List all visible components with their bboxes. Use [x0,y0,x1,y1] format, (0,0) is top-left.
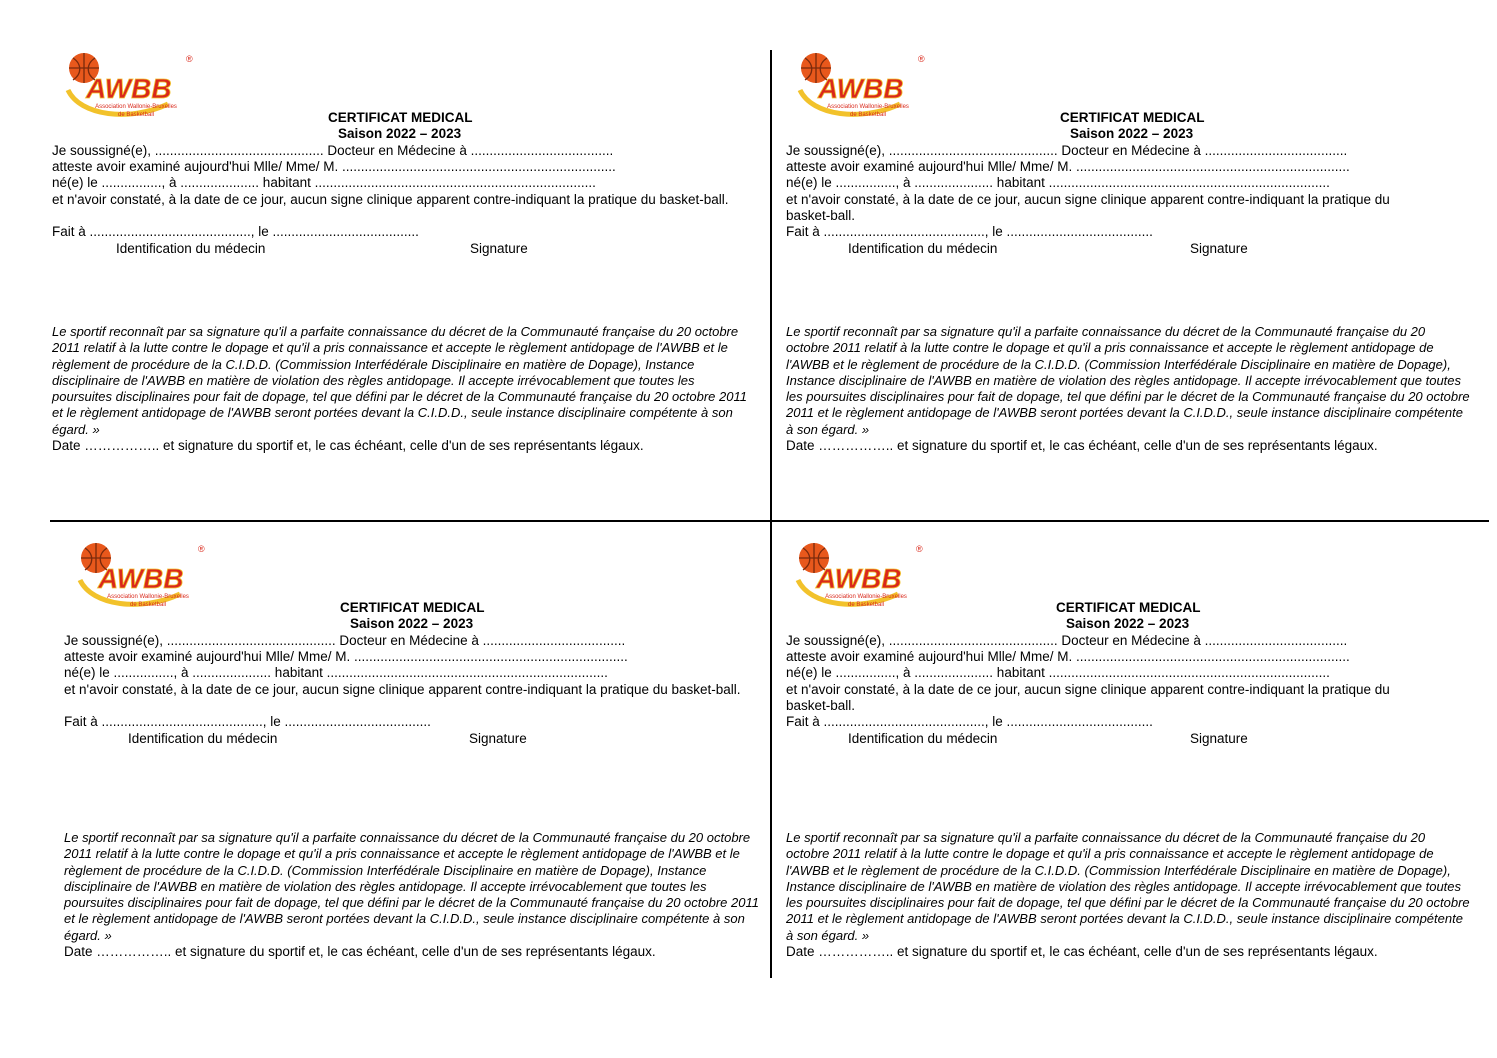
logo-tagline-2: de Basketball [117,112,155,118]
logo-registered-mark: ® [198,544,205,554]
horizontal-cut-line [50,520,1489,522]
line-nee: né(e) le ................, à ..................... habitant ........................................................................... [64,665,608,680]
date-signature-line: Date …………….. et signature du sportif et, le cas échéant, celle d'un de ses représentants légaux. [64,944,656,959]
certificate-title: CERTIFICAT MEDICAL [340,600,485,615]
line-atteste: atteste avoir examiné aujourd'hui Mlle/ Mme/ M. ......................................................................... [64,649,628,664]
logo-brand-text: AWBB [86,73,172,104]
logo-brand-text: AWBB [98,563,184,594]
legal-text: Le sportif reconnaît par sa signature qu'il a parfaite connaissance du décret de la Communauté française du 20 octobre 2011 relatif à la lutte contre le dopage et qu'il a pris connaissance et accepte le règlement antidopage de l'AWBB et le règlement de procédure de la C.I.D.D. (Commission Interfédérale Disciplinaire en matière de Dopage), Instance disciplinaire de l'AWBB en matière de violation des règles antidopage. Il accepte irrévocablement que toutes les poursuites disciplinaires pour fait de dopage, tel que défini par le décret de la Communauté française du 20 octobre 2011 et le règlement antidopage de l'AWBB seront portées devant la C.I.D.D., seule instance disciplinaire compétente à son égard. » [64,830,759,943]
line-nee: né(e) le ................, à ..................... habitant ........................................................................... [786,665,1330,680]
label-signature: Signature [1190,731,1248,746]
label-identification: Identification du médecin [848,241,998,256]
logo-registered-mark: ® [916,544,923,554]
certificate-title: CERTIFICAT MEDICAL [328,110,473,125]
label-signature: Signature [470,241,528,256]
certificate-card-4 [786,540,1497,1010]
label-signature: Signature [469,731,527,746]
certificate-card-1 [52,50,772,520]
certificate-card-3 [64,540,784,1010]
season-label: Saison 2022 – 2023 [338,126,462,141]
logo-registered-mark: ® [918,54,925,64]
line-soussigne: Je soussigné(e), ............................................. Docteur en Médecine à ...................................... [786,143,1348,158]
awbb-logo [72,540,212,608]
awbb-logo [60,50,200,118]
date-signature-line: Date …………….. et signature du sportif et, le cas échéant, celle d'un de ses représentants légaux. [786,438,1378,453]
logo-brand-text: AWBB [818,73,904,104]
line-atteste: atteste avoir examiné aujourd'hui Mlle/ Mme/ M. ......................................................................... [786,159,1350,174]
logo-brand-text: AWBB [816,563,902,594]
line-atteste: atteste avoir examiné aujourd'hui Mlle/ Mme/ M. ......................................................................... [786,649,1350,664]
legal-text: Le sportif reconnaît par sa signature qu'il a parfaite connaissance du décret de la Communauté française du 20 octobre 2011 relatif à la lutte contre le dopage et qu'il a pris connaissance et accepte le règlement antidopage de l'AWBB et le règlement de procédure de la C.I.D.D. (Commission Interfédérale Disciplinaire en matière de Dopage), Instance disciplinaire de l'AWBB en matière de violation des règles antidopage. Il accepte irrévocablement que toutes les poursuites disciplinaires pour fait de dopage, tel que défini par le décret de la Communauté française du 20 octobre 2011 et le règlement antidopage de l'AWBB seront portées devant la C.I.D.D., seule instance disciplinaire compétente à son égard. » [786,324,1470,437]
certificate-title: CERTIFICAT MEDICAL [1056,600,1201,615]
line-soussigne: Je soussigné(e), ............................................. Docteur en Médecine à ...................................... [786,633,1348,648]
label-identification: Identification du médecin [116,241,266,256]
season-label: Saison 2022 – 2023 [1066,616,1190,631]
logo-tagline-2: de Basketball [129,602,167,608]
line-atteste: atteste avoir examiné aujourd'hui Mlle/ Mme/ M. ......................................................................... [52,159,616,174]
logo-tagline-2: de Basketball [847,602,885,608]
legal-text: Le sportif reconnaît par sa signature qu'il a parfaite connaissance du décret de la Communauté française du 20 octobre 2011 relatif à la lutte contre le dopage et qu'il a pris connaissance et accepte le règlement antidopage de l'AWBB et le règlement de procédure de la C.I.D.D. (Commission Interfédérale Disciplinaire en matière de Dopage), Instance disciplinaire de l'AWBB en matière de violation des règles antidopage. Il accepte irrévocablement que toutes les poursuites disciplinaires pour fait de dopage, tel que défini par le décret de la Communauté française du 20 octobre 2011 et le règlement antidopage de l'AWBB seront portées devant la C.I.D.D., seule instance disciplinaire compétente à son égard. » [786,830,1470,943]
season-label: Saison 2022 – 2023 [350,616,474,631]
date-signature-line: Date …………….. et signature du sportif et, le cas échéant, celle d'un de ses représentants légaux. [786,944,1378,959]
line-fait: Fait à ..........................................., le ....................................... [64,714,431,729]
label-identification: Identification du médecin [848,731,998,746]
awbb-logo [792,50,932,118]
line-soussigne: Je soussigné(e), ............................................. Docteur en Médecine à ...................................... [52,143,614,158]
line-constate: et n'avoir constaté, à la date de ce jour, aucun signe clinique apparent contre-indiquant la pratique du basket-ball. [786,192,1390,223]
line-constate: et n'avoir constaté, à la date de ce jour, aucun signe clinique apparent contre-indiquant la pratique du basket-ball. [64,682,741,697]
logo-tagline-1: Association Wallonie-Bruxelles [107,594,189,600]
line-soussigne: Je soussigné(e), ............................................. Docteur en Médecine à ...................................... [64,633,626,648]
label-identification: Identification du médecin [128,731,278,746]
line-nee: né(e) le ................, à ..................... habitant ........................................................................... [786,175,1330,190]
date-signature-line: Date …………….. et signature du sportif et, le cas échéant, celle d'un de ses représentants légaux. [52,438,644,453]
logo-registered-mark: ® [186,54,193,64]
season-label: Saison 2022 – 2023 [1070,126,1194,141]
line-fait: Fait à ..........................................., le ....................................... [52,224,419,239]
logo-tagline-1: Association Wallonie-Bruxelles [827,104,909,110]
logo-tagline-1: Association Wallonie-Bruxelles [825,594,907,600]
label-signature: Signature [1190,241,1248,256]
logo-tagline-2: de Basketball [849,112,887,118]
line-fait: Fait à ..........................................., le ....................................... [786,224,1153,239]
line-constate: et n'avoir constaté, à la date de ce jour, aucun signe clinique apparent contre-indiquant la pratique du basket-ball. [786,682,1390,713]
line-constate: et n'avoir constaté, à la date de ce jour, aucun signe clinique apparent contre-indiquant la pratique du basket-ball. [52,192,729,207]
line-nee: né(e) le ................, à ..................... habitant ........................................................................... [52,175,596,190]
legal-text: Le sportif reconnaît par sa signature qu'il a parfaite connaissance du décret de la Communauté française du 20 octobre 2011 relatif à la lutte contre le dopage et qu'il a pris connaissance et accepte le règlement antidopage de l'AWBB et le règlement de procédure de la C.I.D.D. (Commission Interfédérale Disciplinaire en matière de Dopage), Instance disciplinaire de l'AWBB en matière de violation des règles antidopage. Il accepte irrévocablement que toutes les poursuites disciplinaires pour fait de dopage, tel que défini par le décret de la Communauté française du 20 octobre 2011 et le règlement antidopage de l'AWBB seront portées devant la C.I.D.D., seule instance disciplinaire compétente à son égard. » [52,324,747,437]
certificate-card-2 [786,50,1497,520]
logo-tagline-1: Association Wallonie-Bruxelles [95,104,177,110]
awbb-logo [790,540,930,608]
line-fait: Fait à ..........................................., le ....................................... [786,714,1153,729]
certificate-title: CERTIFICAT MEDICAL [1060,110,1205,125]
